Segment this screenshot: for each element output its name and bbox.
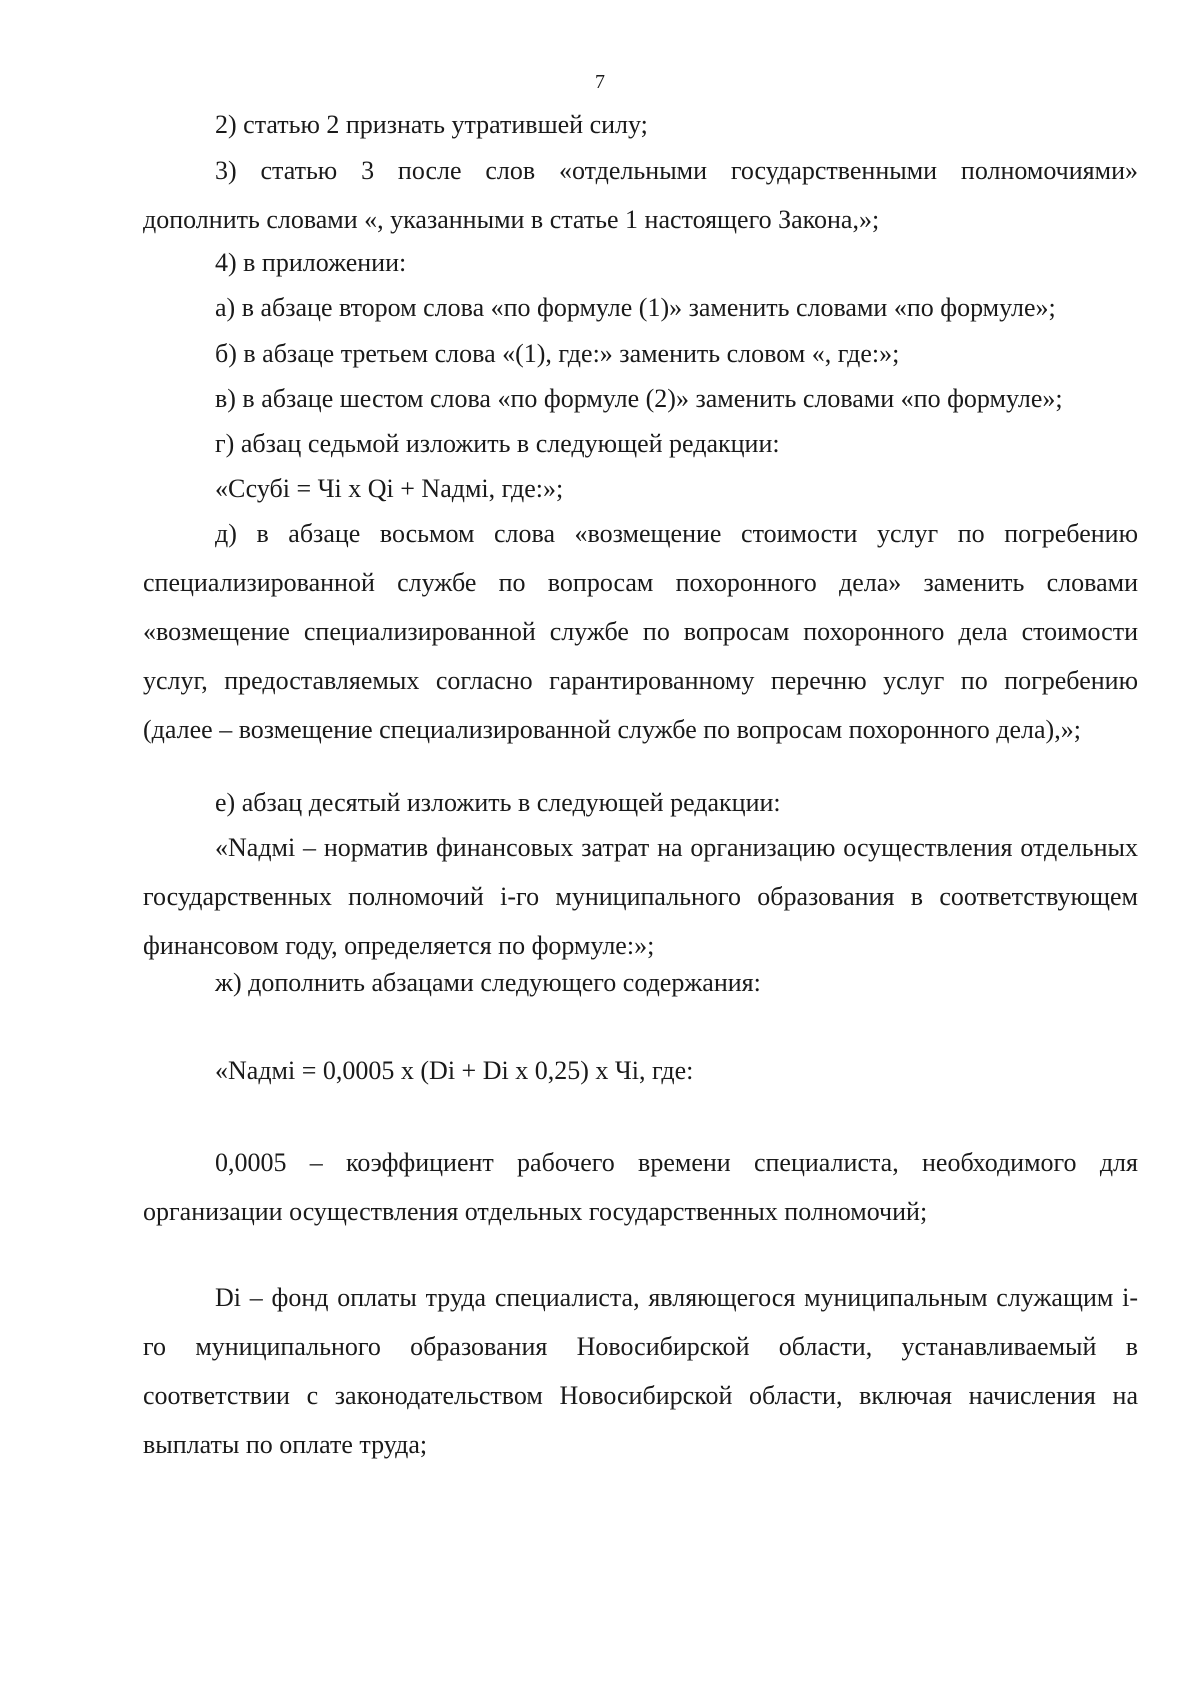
paragraph-coefficient: 0,0005 – коэффициент рабочего времени специалиста, необходимого для организации осуществления отдельных государственных полномочий; [143,1148,1138,1226]
page-number: 7 [595,71,605,93]
paragraph-item-2: 2) статью 2 признать утратившей силу; [215,110,648,139]
paragraph-di-definition: Di – фонд оплаты труда специалиста, являющегося муниципальным служащим i-го муниципального образования Новосибирской области, устанавливаемый в соответствии с законодательством Новосибирской области, включая начисления на выплаты по оплате труда; [143,1283,1138,1459]
paragraph-item-3: 3) статью 3 после слов «отдельными государственными полномочиями» дополнить словами «, указанными в статье 1 настоящего Закона,»; [143,156,1138,234]
paragraph-subitem-a: а) в абзаце втором слова «по формуле (1)» заменить словами «по формуле»; [215,293,1056,322]
paragraph-subitem-d: д) в абзаце восьмом слова «возмещение стоимости услуг по погребению специализированной службе по вопросам похоронного дела» заменить словами «возмещение специализированной службе по вопросам похоронного дела стоимости услуг, предоставляемых согласно гарантированному перечню услуг по погребению (далее – возмещение специализированной службе по вопросам похоронного дела),»; [143,519,1138,744]
paragraph-subitem-v: в) в абзаце шестом слова «по формуле (2)» заменить словами «по формуле»; [215,384,1063,413]
paragraph-nadm-definition: «Nадмi – норматив финансовых затрат на организацию осуществления отдельных государственных полномочий i-го муниципального образования в соответствующем финансовом году, определяется по формуле:»; [143,833,1138,960]
paragraph-subitem-g: г) абзац седьмой изложить в следующей редакции: [215,429,780,458]
formula-nadm: «Nадмi = 0,0005 х (Di + Di х 0,25) х Чi, где: [215,1056,694,1085]
paragraph-subitem-e: е) абзац десятый изложить в следующей редакции: [215,788,781,817]
paragraph-subitem-zh: ж) дополнить абзацами следующего содержания: [215,968,761,997]
paragraph-subitem-b: б) в абзаце третьем слова «(1), где:» заменить словом «, где:»; [215,339,900,368]
formula-ssub: «Ссубi = Чi х Qi + Nадмi, где:»; [215,474,564,503]
paragraph-item-4: 4) в приложении: [215,248,407,277]
